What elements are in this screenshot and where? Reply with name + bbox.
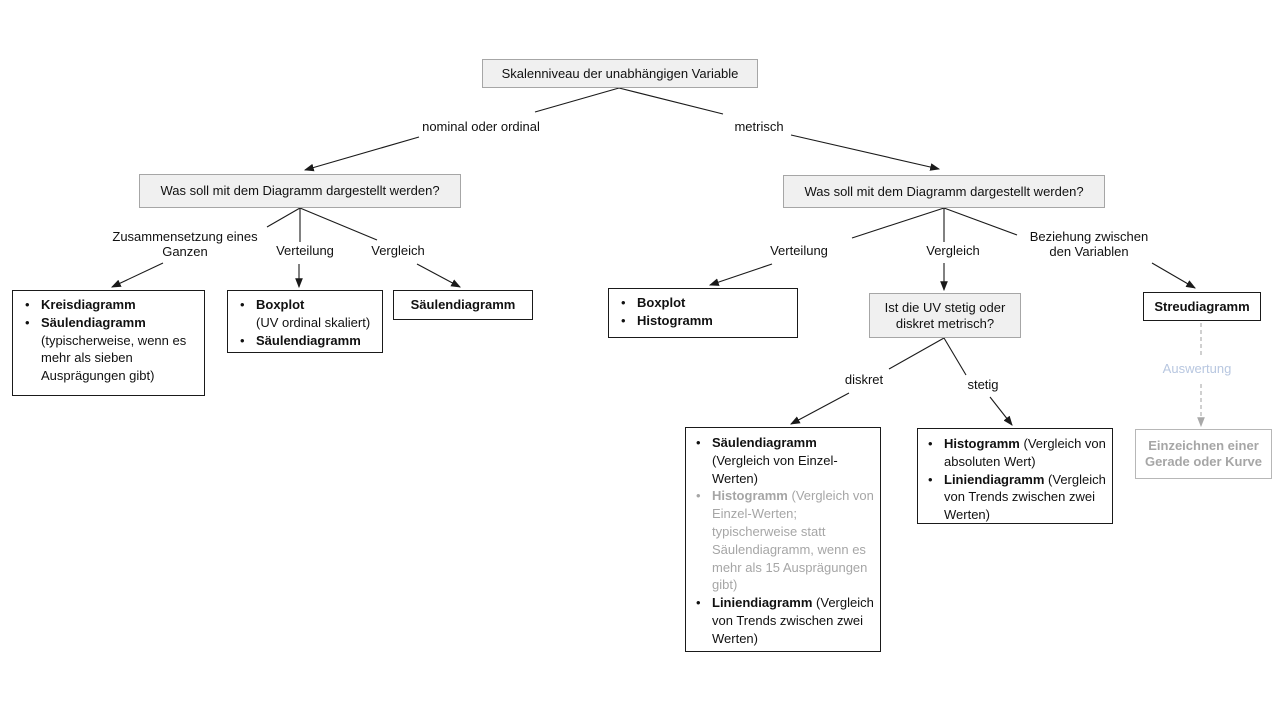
node-result-boxplot-histogramm: [608, 288, 798, 338]
edge-label-metrisch: metrisch: [734, 119, 784, 134]
node-result-boxplot-ordinal: [227, 290, 383, 353]
node-question-right: Was soll mit dem Diagramm dargestellt werden?: [783, 175, 1105, 208]
edge-label-verteilung-right: Verteilung: [770, 243, 828, 258]
edge-label-vergleich-left: Vergleich: [371, 243, 425, 258]
list-item: • Liniendiagramm (Vergleich von Trends zwischen zwei Werten): [696, 594, 876, 647]
list-item: • Liniendiagramm (Vergleich von Trends zwischen zwei Werten): [928, 471, 1108, 524]
list-item-muted: • Histogramm (Vergleich von Einzel-Werten; typischerweise statt Säulendiagramm, wenn es mehr als 15 Ausprägungen gibt): [696, 487, 876, 594]
list-item: • Boxplot: [621, 294, 793, 312]
node-result-saeulendiagramm: Säulendiagramm: [393, 290, 533, 320]
edge-label-vergleich-right: Vergleich: [926, 243, 980, 258]
list-item: • Kreisdiagramm: [25, 296, 198, 314]
node-result-streudiagramm: Streudiagramm: [1143, 292, 1261, 321]
edge-label-beziehung: Beziehung zwischen den Variablen: [1029, 229, 1149, 259]
list-item: • Säulendiagramm: [240, 332, 378, 350]
bullet-icon: [240, 332, 256, 350]
bullet-icon: [240, 296, 256, 332]
list-item: • Boxplot (UV ordinal skaliert): [240, 296, 378, 332]
node-result-stetig: [917, 428, 1113, 524]
edge-label-auswertung: Auswertung: [1147, 361, 1247, 376]
node-result-diskret: [685, 427, 881, 652]
bullet-icon: [928, 471, 944, 524]
bullet-icon: [621, 312, 637, 330]
bullet-icon: [25, 314, 41, 385]
bullet-icon: [696, 434, 712, 487]
bullet-icon: [25, 296, 41, 314]
edge-label-nominal-oder-ordinal: nominal oder ordinal: [422, 119, 540, 134]
node-question-uv-stetig-diskret: Ist die UV stetig oder diskret metrisch?: [869, 293, 1021, 338]
list-item: • Histogramm: [621, 312, 793, 330]
edge-label-verteilung-left: Verteilung: [276, 243, 334, 258]
list-item: • Säulendiagramm (Vergleich von Einzel-Werten): [696, 434, 876, 487]
edge-label-stetig: stetig: [967, 377, 999, 392]
list-item: • Histogramm (Vergleich von absoluten Wert): [928, 435, 1108, 471]
node-result-kreisdiagramm: [12, 290, 205, 396]
list-item: • Säulendiagramm (typischerweise, wenn es mehr als sieben Ausprägungen gibt): [25, 314, 198, 385]
edge-label-diskret: diskret: [844, 372, 884, 387]
node-result-einzeichnen: Einzeichnen einer Gerade oder Kurve: [1135, 429, 1272, 479]
bullet-icon: [696, 594, 712, 647]
bullet-icon: [696, 487, 712, 594]
edge-label-zusammensetzung: Zusammensetzung eines Ganzen: [112, 229, 258, 259]
bullet-icon: [621, 294, 637, 312]
node-skalenniveau: Skalenniveau der unabhängigen Variable: [482, 59, 758, 88]
node-question-left: Was soll mit dem Diagramm dargestellt werden?: [139, 174, 461, 208]
bullet-icon: [928, 435, 944, 471]
